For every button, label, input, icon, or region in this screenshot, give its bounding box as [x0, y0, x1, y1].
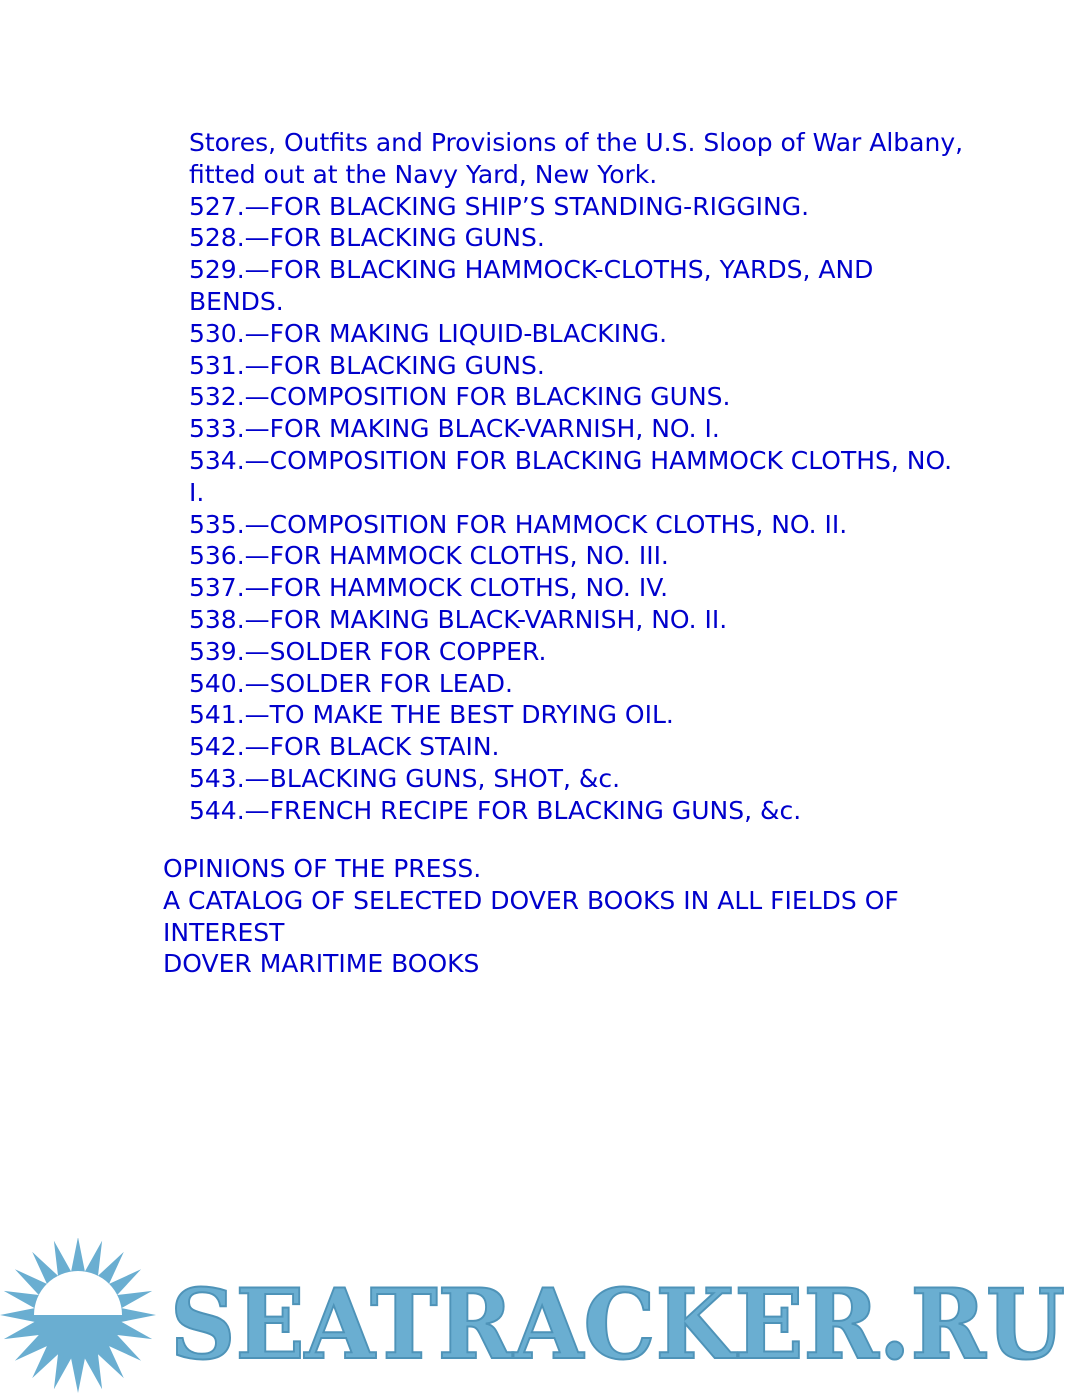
toc-link[interactable]: 538.—FOR MAKING BLACK-VARNISH, NO. II.: [189, 604, 728, 634]
toc-item: [189, 795, 969, 827]
toc-link[interactable]: 536.—FOR HAMMOCK CLOTHS, NO. III.: [189, 541, 669, 571]
toc-link[interactable]: 544.—FRENCH RECIPE FOR BLACKING GUNS, &c.: [189, 795, 802, 825]
toc-link[interactable]: 527.—FOR BLACKING SHIP’S STANDING-RIGGING.: [189, 191, 810, 221]
toc-link[interactable]: 540.—SOLDER FOR LEAD.: [189, 668, 513, 698]
watermark: [0, 1238, 1080, 1397]
toc-main-list: [163, 853, 983, 980]
toc-link[interactable]: 529.—FOR BLACKING HAMMOCK-CLOTHS, YARDS, AND BENDS.: [189, 255, 874, 316]
toc-link[interactable]: 531.—FOR BLACKING GUNS.: [189, 350, 545, 380]
toc-link[interactable]: 530.—FOR MAKING LIQUID-BLACKING.: [189, 318, 668, 348]
toc-item: [189, 191, 969, 223]
toc-link[interactable]: 535.—COMPOSITION FOR HAMMOCK CLOTHS, NO. II.: [189, 509, 848, 539]
toc-link[interactable]: 537.—FOR HAMMOCK CLOTHS, NO. IV.: [189, 573, 669, 603]
toc-link[interactable]: 541.—TO MAKE THE BEST DRYING OIL.: [189, 700, 674, 730]
toc-sub-list: [189, 127, 969, 827]
watermark-text: SEATRACKER.RU: [170, 1268, 1065, 1381]
toc-link[interactable]: 532.—COMPOSITION FOR BLACKING GUNS.: [189, 382, 731, 412]
toc-link-maritime[interactable]: DOVER MARITIME BOOKS: [163, 949, 480, 979]
toc-item: [189, 699, 969, 731]
toc-link-opinions[interactable]: OPINIONS OF THE PRESS.: [163, 854, 482, 883]
toc-item: [189, 254, 969, 318]
toc-item: [189, 222, 969, 254]
toc-item: [163, 948, 983, 980]
toc-link[interactable]: 534.—COMPOSITION FOR BLACKING HAMMOCK CLOTHS, NO. I.: [189, 445, 953, 507]
toc-item: [189, 381, 969, 413]
toc-item: [189, 731, 969, 763]
toc-item: [189, 636, 969, 668]
toc-link[interactable]: 539.—SOLDER FOR COPPER.: [189, 636, 547, 666]
toc-link[interactable]: 533.—FOR MAKING BLACK-VARNISH, NO. I.: [189, 414, 720, 444]
toc-item: [189, 318, 969, 350]
toc-link[interactable]: 528.—FOR BLACKING GUNS.: [189, 223, 545, 253]
toc-item: [189, 604, 969, 636]
toc-link[interactable]: Stores, Outfits and Provisions of the U.S. Sloop of War Albany, fitted out at the Navy Yard, New York.: [189, 128, 964, 189]
toc-item: [189, 127, 969, 191]
toc-link[interactable]: 543.—BLACKING GUNS, SHOT, &c.: [189, 763, 621, 793]
toc-item: [163, 885, 983, 949]
toc-item: [189, 445, 969, 509]
toc-item: [189, 413, 969, 445]
toc-item: [189, 668, 969, 700]
toc-item: [189, 572, 969, 604]
toc-link-catalog[interactable]: A CATALOG OF SELECTED DOVER BOOKS IN ALL FIELDS OF INTEREST: [163, 885, 899, 947]
toc-link[interactable]: 542.—FOR BLACK STAIN.: [189, 732, 500, 762]
toc-item: [189, 509, 969, 541]
toc-item: [189, 763, 969, 795]
sun-logo-icon: [0, 1238, 156, 1393]
toc-item: [189, 540, 969, 572]
toc-item: [189, 350, 969, 382]
toc-item: [163, 853, 983, 885]
